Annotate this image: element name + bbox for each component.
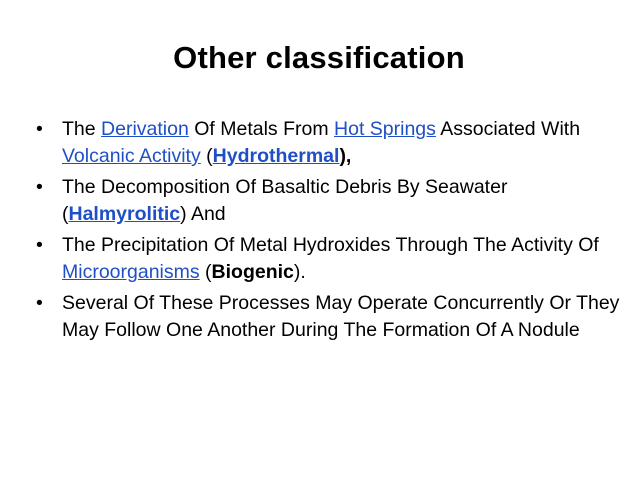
slide-title: Other classification bbox=[173, 40, 465, 75]
link-derivation[interactable]: Derivation bbox=[101, 118, 189, 140]
bullet-text: ). bbox=[293, 261, 306, 283]
bullet-text: ( bbox=[199, 261, 212, 283]
bullet-text: ) And bbox=[180, 203, 226, 225]
bullet-dot-icon: • bbox=[36, 234, 43, 256]
bullet-text: The bbox=[62, 118, 102, 140]
bullet-dot-icon: • bbox=[36, 292, 43, 314]
link-volcanic-activity[interactable]: Volcanic Activity bbox=[62, 145, 201, 167]
link-halmyrolitic[interactable]: Halmyrolitic bbox=[68, 203, 181, 225]
bullet-text: Associated With bbox=[435, 118, 581, 140]
bullet-text: Several Of These Processes May Operate Concurrently Or They May Follow One Another During The Formation Of A Nodule bbox=[62, 292, 620, 341]
bullet-list bbox=[36, 116, 626, 348]
link-hot-springs[interactable]: Hot Springs bbox=[334, 118, 436, 140]
bullet-item bbox=[36, 290, 626, 344]
bullet-item bbox=[36, 232, 626, 286]
bullet-item bbox=[36, 116, 626, 170]
bullet-text: ( bbox=[200, 145, 213, 167]
bullet-text: The Precipitation Of Metal Hydroxides Through The Activity Of bbox=[62, 234, 599, 256]
bullet-item bbox=[36, 174, 626, 228]
link-hydrothermal[interactable]: Hydrothermal bbox=[212, 145, 340, 167]
bullet-text: Of Metals From bbox=[188, 118, 335, 140]
link-microorganisms[interactable]: Microorganisms bbox=[62, 261, 200, 283]
bullet-text: The Decomposition Of Basaltic Debris By Seawater ( bbox=[62, 176, 508, 225]
bullet-dot-icon: • bbox=[36, 118, 43, 140]
term-biogenic: Biogenic bbox=[211, 261, 294, 283]
bullet-text: ), bbox=[339, 145, 352, 167]
bullet-dot-icon: • bbox=[36, 176, 43, 198]
